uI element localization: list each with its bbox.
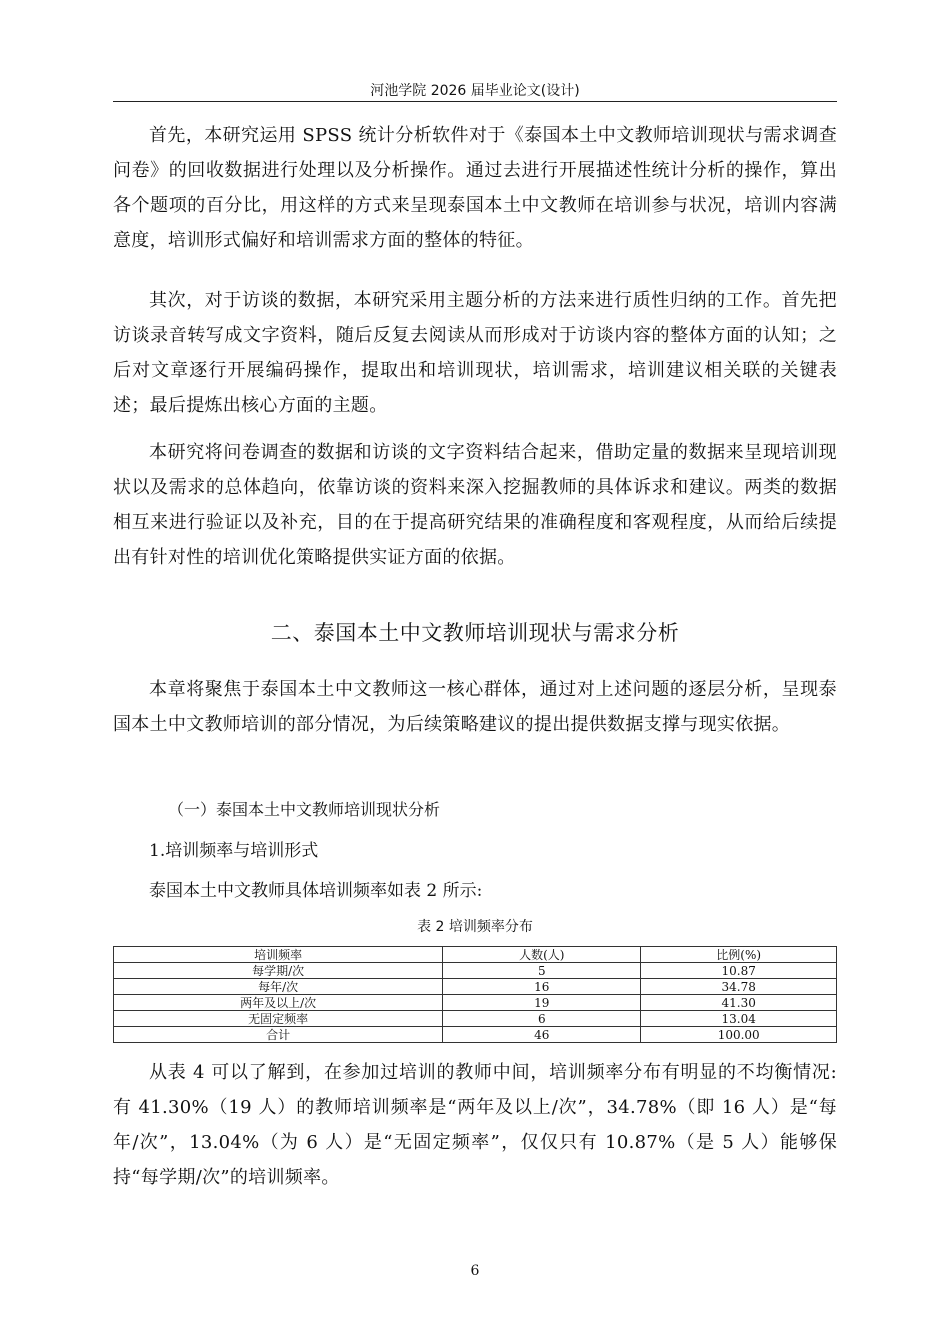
paragraph-methods-combined: 本研究将问卷调查的数据和访谈的文字资料结合起来，借助定量的数据来呈现培训现状以及需求的总体趋向，依靠访谈的资料来深入挖掘教师的具体诉求和建议。两类的数据相互来进行验证以及补充，目的在于提高研究结果的准确程度和客观程度，从而给后续提出有针对性的培训优化策略提供实证方面的依据。 [113,442,837,568]
page-header: 河池学院 2026 届毕业论文(设计) [370,83,580,99]
table-row [114,995,837,1011]
paragraph-methods-interview: 其次，对于访谈的数据，本研究采用主题分析的方法来进行质性归纳的工作。首先把访谈录音转写成文字资料，随后反复去阅读从而形成对于访谈内容的整体方面的认知；之后对文章逐行开展编码操作，提取出和培训现状，培训需求，培训建议相关联的关键表述；最后提炼出核心方面的主题。 [113,290,837,416]
table-cell: 每年/次 [114,979,443,995]
table-cell: 46 [443,1027,641,1043]
column-header: 比例(%) [641,947,837,963]
table-cell: 34.78 [641,979,837,995]
table-row [114,1011,837,1027]
page-number: 6 [470,1263,480,1279]
table-cell: 10.87 [641,963,837,979]
table-cell: 16 [443,979,641,995]
table-cell: 6 [443,1011,641,1027]
table-cell: 100.00 [641,1027,837,1043]
section-title: 二、泰国本土中文教师培训现状与需求分析 [270,621,680,645]
table-caption: 表 2 培训频率分布 [417,919,533,935]
table-cell: 无固定频率 [114,1011,443,1027]
table-header-row [114,947,837,963]
table-row-total [114,1027,837,1043]
item-title: 1.培训频率与培训形式 [149,841,319,861]
subsection-title: （一）泰国本土中文教师培训现状分析 [168,800,441,819]
header-rule [113,101,837,102]
table-cell: 两年及以上/次 [114,995,443,1011]
frequency-table [113,946,837,1043]
paragraph-table-analysis: 从表 4 可以了解到，在参加过培训的教师中间，培训频率分布有明显的不均衡情况:有 41.30%（19 人）的教师培训频率是“两年及以上/次”，34.78%（即 16 人）是“每年/次”，13.04%（为 6 人）是“无固定频率”，仅仅只有 10.87%（是 5 人）能够保持“每学期/次”的培训频率。 [113,1062,837,1188]
table-row [114,979,837,995]
table-cell: 19 [443,995,641,1011]
table-row [114,963,837,979]
paragraph-methods-spss: 首先，本研究运用 SPSS 统计分析软件对于《泰国本土中文教师培训现状与需求调查问卷》的回收数据进行处理以及分析操作。通过去进行开展描述性统计分析的操作，算出各个题项的百分比，用这样的方式来呈现泰国本土中文教师在培训参与状况，培训内容满意度，培训形式偏好和培训需求方面的整体的特征。 [113,125,837,251]
paragraph-chapter-intro: 本章将聚焦于泰国本土中文教师这一核心群体，通过对上述问题的逐层分析，呈现泰国本土中文教师培训的部分情况，为后续策略建议的提出提供数据支撑与现实依据。 [113,679,837,735]
table-intro-line: 泰国本土中文教师具体培训频率如表 2 所示: [149,881,483,901]
table-cell: 合计 [114,1027,443,1043]
table-cell: 13.04 [641,1011,837,1027]
column-header: 人数(人) [443,947,641,963]
table-cell: 5 [443,963,641,979]
column-header: 培训频率 [114,947,443,963]
table-cell: 每学期/次 [114,963,443,979]
table-cell: 41.30 [641,995,837,1011]
